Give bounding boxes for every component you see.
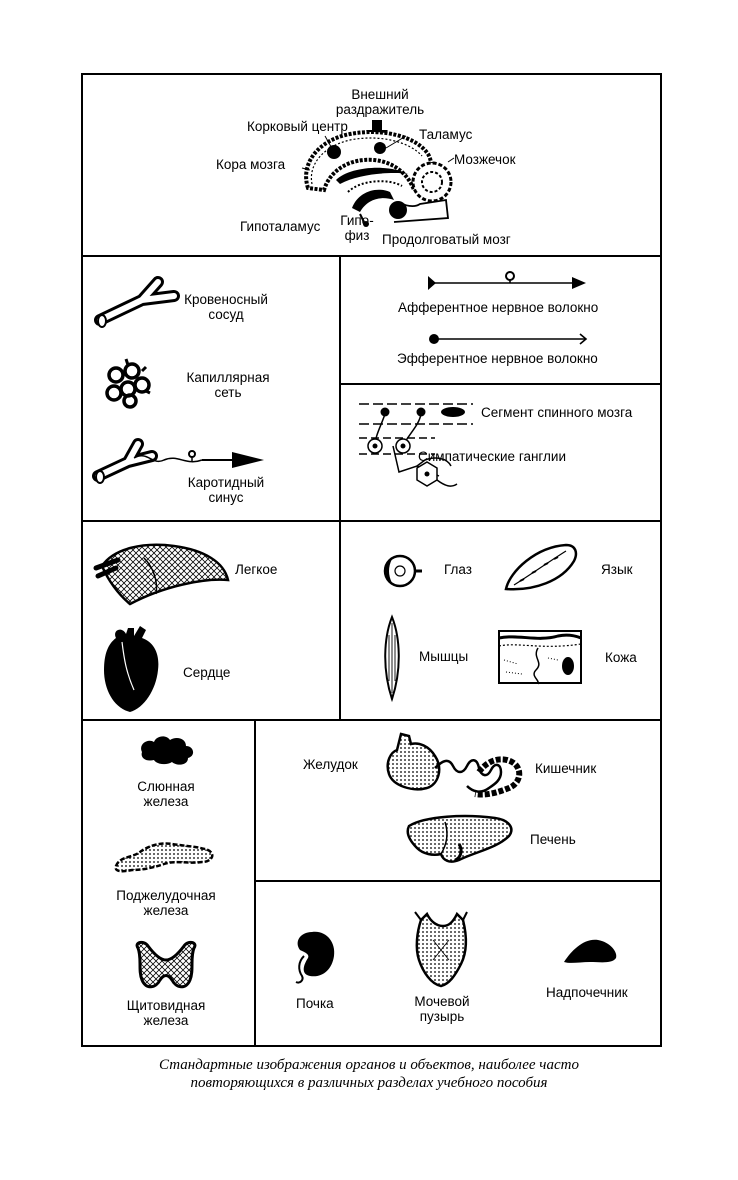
- label-adrenal: Надпочечник: [546, 985, 628, 1000]
- stomach-intestine-icon: [383, 730, 525, 800]
- label-cortex: Кора мозга: [216, 157, 286, 172]
- label-external-stimulus: Внешний раздражитель: [335, 87, 425, 117]
- label-salivary: Слюнная железа: [137, 779, 195, 809]
- liver-icon: [405, 814, 515, 864]
- label-eye: Глаз: [444, 562, 472, 577]
- efferent-fiber-icon: [428, 330, 592, 348]
- label-tongue: Язык: [601, 562, 633, 577]
- label-intestine: Кишечник: [535, 761, 597, 776]
- thyroid-icon: [132, 940, 200, 992]
- capillary-net-icon: [102, 357, 154, 409]
- lung-icon: [94, 538, 232, 608]
- label-skin: Кожа: [605, 650, 637, 665]
- tongue-icon: [500, 541, 580, 595]
- label-kidney: Почка: [296, 996, 334, 1011]
- label-blood-vessel: Кровеносный сосуд: [184, 292, 268, 322]
- bladder-icon: [413, 910, 469, 988]
- label-carotid-sinus: Каротидный синус: [187, 475, 265, 505]
- blood-vessel-icon: [96, 278, 178, 336]
- label-cerebellum: Мозжечок: [454, 152, 516, 167]
- label-thalamus: Таламус: [419, 127, 473, 142]
- skin-icon: [498, 630, 582, 684]
- label-medulla: Продолговатый мозг: [382, 232, 511, 247]
- label-afferent: Афферентное нервное волокно: [398, 300, 599, 315]
- label-heart: Сердце: [183, 665, 231, 680]
- label-efferent: Эфферентное нервное волокно: [397, 351, 598, 366]
- label-liver: Печень: [530, 832, 576, 847]
- label-spinal-segment: Сегмент спинного мозга: [481, 405, 633, 420]
- label-hypothalamus: Гипоталамус: [240, 219, 321, 234]
- label-muscles: Мышцы: [419, 649, 469, 664]
- afferent-fiber-icon: [426, 270, 588, 296]
- muscle-icon: [380, 615, 404, 701]
- label-stomach: Желудок: [303, 757, 358, 772]
- label-hypophysis: Гипо- физ: [340, 213, 374, 243]
- figure-caption: Стандартные изображения органов и объектов, наиболее часто повторяющихся в различных разделах учебного пособия: [159, 1057, 579, 1091]
- label-pancreas: Поджелудочная железа: [116, 888, 216, 918]
- label-thyroid: Щитовидная железа: [126, 998, 206, 1028]
- label-lung: Легкое: [235, 562, 278, 577]
- salivary-gland-icon: [136, 734, 198, 768]
- label-capillary-net: Капиллярная сеть: [186, 370, 270, 400]
- label-cortical-center: Корковый центр: [247, 119, 348, 134]
- eye-icon: [378, 553, 422, 589]
- label-bladder: Мочевой пузырь: [414, 994, 470, 1024]
- kidney-icon: [292, 928, 338, 984]
- heart-icon: [100, 624, 162, 714]
- pancreas-icon: [112, 836, 216, 876]
- label-sympathetic-ganglia: Симпатические ганглии: [418, 449, 566, 464]
- adrenal-icon: [562, 936, 620, 966]
